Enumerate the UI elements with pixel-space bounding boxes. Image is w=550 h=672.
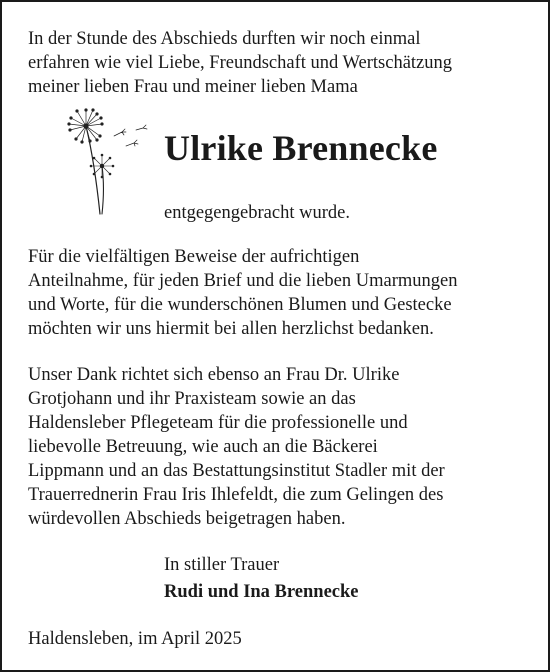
paragraph-line: Unser Dank richtet sich ebenso an Frau Dr. Ulrike xyxy=(28,365,400,385)
intro-line: erfahren wie viel Liebe, Freundschaft und Wertschätzung xyxy=(28,53,453,73)
paragraph-line: Grotjohann und ihr Praxisteam sowie an das xyxy=(28,389,356,409)
acknowledgement-paragraph xyxy=(28,363,528,531)
intro-line: In der Stunde des Abschieds durften wir noch einmal xyxy=(28,29,421,49)
paragraph-line: und Worte, für die wunderschönen Blumen und Gestecke xyxy=(28,295,452,315)
mourning-phrase: In stiller Trauer xyxy=(164,555,280,575)
place-date: Haldensleben, im April 2025 xyxy=(28,629,242,649)
paragraph-line: liebevolle Betreuung, wie auch an die Bäckerei xyxy=(28,437,378,457)
intro-text xyxy=(28,27,528,99)
paragraph-line: würdevollen Abschieds beigetragen haben. xyxy=(28,509,346,529)
paragraph-line: Lippmann und an das Bestattungsinstitut Stadler mit der xyxy=(28,461,445,481)
dandelion-icon xyxy=(62,106,172,216)
paragraph-line: Anteilnahme, für jeden Brief und die lieben Umarmungen xyxy=(28,271,458,291)
intro-continuation: entgegengebracht wurde. xyxy=(164,203,350,223)
paragraph-line: möchten wir uns hiermit bei allen herzlichst bedanken. xyxy=(28,319,434,339)
paragraph-line: Haldensleber Pflegeteam für die professionelle und xyxy=(28,413,408,433)
deceased-name: Ulrike Brennecke xyxy=(164,128,438,168)
thanks-paragraph xyxy=(28,245,528,341)
signatories: Rudi und Ina Brennecke xyxy=(164,582,359,602)
paragraph-line: Für die vielfältigen Beweise der aufrichtigen xyxy=(28,247,360,267)
intro-line: meiner lieben Frau und meiner lieben Mama xyxy=(28,77,358,97)
paragraph-line: Trauerrednerin Frau Iris Ihlefeldt, die zum Gelingen des xyxy=(28,485,444,505)
